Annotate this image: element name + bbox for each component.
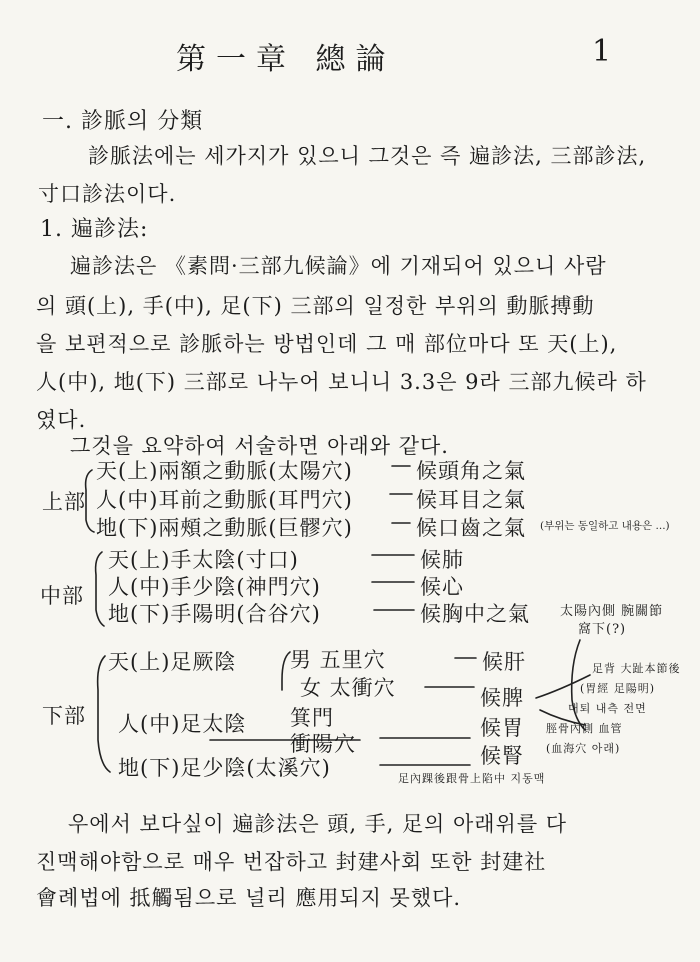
- lower-row-1-branch-1: 男 五里穴: [290, 648, 386, 672]
- lower-part-label: 下部: [42, 704, 86, 728]
- lower-row-1: 天(上)足厥陰: [108, 650, 237, 674]
- lower-row-1-result: 候肝: [482, 650, 526, 674]
- lower-row-2-branch-1: 箕門: [290, 706, 334, 730]
- lower-row-1-branch-2: 女 太衝穴: [300, 676, 396, 700]
- lower-row-2-branch-2: 衝陽穴: [290, 732, 356, 756]
- intro-line-1: 診脈法에는 세가지가 있으니 그것은 즉 遍診法, 三部診法,: [88, 144, 647, 168]
- lower-row-2-result: 候脾: [480, 686, 524, 710]
- section-heading: 一. 診脈의 分類: [42, 109, 204, 134]
- body-line-6: 그것을 요약하여 서술하면 아래와 같다.: [70, 434, 449, 458]
- lower-small-note: 足內踝後跟骨上陷中 지동맥: [398, 772, 546, 785]
- body-line-4: 人(中), 地(下) 三部로 나누어 보니니 3.3은 9라 三部九候라 하: [36, 370, 647, 394]
- upper-row-2-result: 候耳目之氣: [416, 488, 526, 512]
- upper-row-3-result: 候口齒之氣: [416, 516, 526, 540]
- lower-row-3-result: 候腎: [480, 744, 524, 768]
- subsection-heading: 1. 遍診法:: [40, 217, 149, 242]
- lower-row-2-extra: 候胃: [480, 716, 524, 740]
- middle-note-1: 太陽內側 腕關節: [560, 604, 664, 619]
- page-number: 1: [592, 34, 613, 69]
- intro-line-2: 寸口診法이다.: [38, 182, 177, 206]
- chapter-title: 第一章 總論: [176, 42, 396, 77]
- middle-row-3-result: 候胸中之氣: [420, 602, 530, 626]
- upper-row-2: 人(中)耳前之動脈(耳門穴): [96, 488, 353, 512]
- lower-side-note-5: (血海穴 아래): [546, 742, 621, 755]
- upper-row-1-result: 候頭角之氣: [416, 459, 526, 483]
- upper-note: (부위는 동일하고 내용은 ...): [540, 520, 670, 532]
- closing-line-3: 會례법에 抵觸됨으로 널리 應用되지 못했다.: [36, 886, 462, 910]
- middle-row-3: 地(下)手陽明(合谷穴): [108, 602, 321, 626]
- middle-row-1: 天(上)手太陰(寸口): [108, 548, 299, 572]
- upper-row-1: 天(上)兩額之動脈(太陽穴): [96, 459, 353, 483]
- middle-row-1-result: 候肺: [420, 548, 464, 572]
- lower-row-3: 地(下)足少陰(太溪穴): [118, 756, 331, 780]
- closing-line-2: 진맥해야함으로 매우 번잡하고 封建사회 또한 封建社: [36, 850, 547, 874]
- closing-line-1: 우에서 보다싶이 遍診法은 頭, 手, 足의 아래위를 다: [68, 812, 568, 836]
- middle-row-2: 人(中)手少陰(神門穴): [108, 575, 321, 599]
- middle-part-label: 中部: [40, 584, 84, 608]
- body-line-3: 을 보편적으로 診脈하는 방법인데 그 매 部位마다 또 天(上),: [36, 332, 618, 356]
- lower-side-note-1: 足背 大趾本節後: [592, 662, 681, 675]
- lower-row-2: 人(中)足太陰: [118, 712, 247, 736]
- lower-side-note-4: 脛骨內側 血管: [546, 722, 623, 735]
- upper-row-3: 地(下)兩頰之動脈(巨髎穴): [96, 516, 353, 540]
- upper-part-label: 上部: [42, 490, 86, 514]
- body-line-2: 의 頭(上), 手(中), 足(下) 三部의 일정한 부위의 動脈搏動: [36, 294, 595, 318]
- lower-side-note-2: (胃經 足陽明): [580, 682, 656, 695]
- lower-side-note-3: 대퇴 내측 전면: [568, 702, 647, 715]
- middle-row-2-result: 候心: [420, 575, 464, 599]
- middle-note-2: 窩下(?): [578, 622, 627, 637]
- body-line-5: 였다.: [36, 408, 87, 432]
- body-line-1: 遍診法은 《素問·三部九候論》에 기재되어 있으니 사람: [70, 254, 607, 278]
